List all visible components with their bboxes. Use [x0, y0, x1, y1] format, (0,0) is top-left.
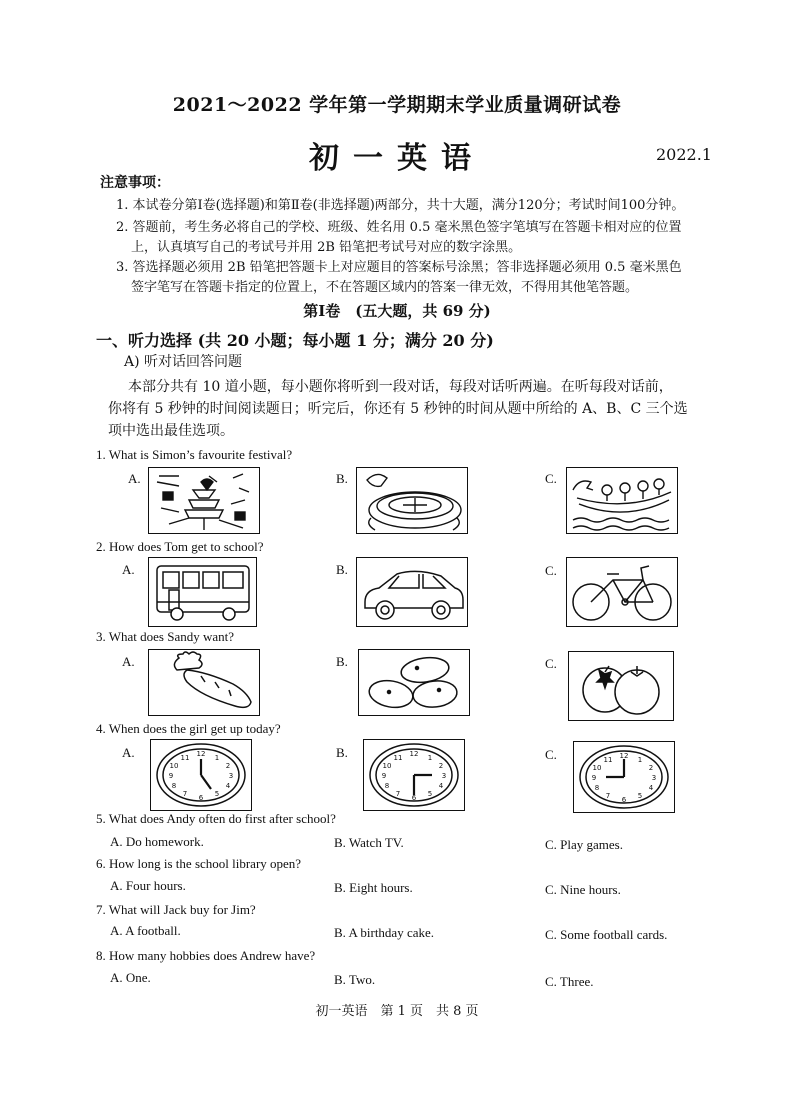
intro-text: 本部分共有 10 道小题，每小题你将听到一段对话，每段对话听两遍。在听每段对话前， [128, 379, 673, 395]
svg-text:4: 4 [648, 784, 654, 792]
option-label: C. [545, 563, 557, 578]
svg-text:6: 6 [621, 796, 627, 804]
option-a: A. A football. [110, 923, 181, 938]
svg-text:9: 9 [591, 774, 597, 782]
svg-text:8: 8 [594, 784, 600, 792]
svg-text:11: 11 [393, 754, 403, 762]
notice-title: 注意事项： [100, 175, 170, 191]
svg-text:6: 6 [198, 794, 204, 802]
option-label: B. [336, 654, 348, 669]
svg-text:12: 12 [196, 750, 206, 758]
svg-text:2: 2 [225, 762, 231, 770]
svg-text:9: 9 [168, 772, 174, 780]
svg-text:3: 3 [651, 774, 657, 782]
svg-text:10: 10 [592, 764, 602, 772]
bus-icon [148, 557, 257, 627]
option-label: A. [122, 654, 135, 669]
notice-item: 3. 答选择题必须用 2B 铅笔把答题卡上对应题目的答案标号涂黑；答非选择题必须用 0.5 毫米黑色 [116, 260, 682, 275]
page-footer: 初一英语 第 1 页 共 8 页 [315, 1004, 479, 1019]
potatoes-icon [358, 649, 470, 716]
svg-text:6: 6 [411, 794, 417, 802]
tomatoes-icon [568, 651, 674, 721]
exam-title: 2021～2022 学年第一学期期末学业质量调研试卷 [172, 94, 622, 116]
svg-text:7: 7 [395, 790, 401, 798]
notice-item: 1. 本试卷分第Ⅰ卷(选择题)和第Ⅱ卷(非选择题)两部分，共十大题，满分120分；考试时间100分钟。 [116, 198, 685, 213]
carrot-icon [148, 649, 260, 716]
option-b: B. Eight hours. [334, 880, 413, 895]
svg-text:1: 1 [214, 754, 220, 762]
option-label: B. [336, 562, 348, 577]
option-label: A. [122, 745, 135, 760]
option-b: B. Two. [334, 972, 376, 987]
svg-text:2: 2 [438, 762, 444, 770]
part-title: 第Ⅰ卷 (五大题，共 69 分) [303, 302, 491, 320]
svg-text:1: 1 [637, 756, 643, 764]
question-4: 4. When does the girl get up today? [96, 721, 281, 736]
spring-festival-icon [148, 467, 260, 534]
exam-date: 2022.1 [656, 145, 712, 164]
svg-text:3: 3 [441, 772, 447, 780]
svg-text:12: 12 [619, 752, 629, 760]
question-8: 8. How many hobbies does Andrew have? [96, 948, 316, 963]
svg-text:10: 10 [382, 762, 392, 770]
svg-text:12: 12 [409, 750, 419, 758]
intro-text: 项中选出最佳选项。 [108, 423, 234, 439]
option-c: C. Some football cards. [545, 927, 668, 942]
option-label: C. [545, 656, 557, 671]
svg-text:5: 5 [427, 790, 433, 798]
mooncake-icon [356, 467, 468, 534]
svg-text:9: 9 [381, 772, 387, 780]
svg-text:3: 3 [228, 772, 234, 780]
section-title: 一、听力选择 (共 20 小题；每小题 1 分；满分 20 分) [96, 331, 494, 350]
option-a: A. Four hours. [110, 878, 186, 893]
option-b: B. Watch TV. [334, 835, 404, 850]
car-icon [356, 557, 468, 627]
svg-text:8: 8 [384, 782, 390, 790]
notice-item: 上，认真填写自己的考试号并用 2B 铅笔把考试号对应的数字涂黑。 [131, 240, 522, 255]
svg-text:11: 11 [603, 756, 613, 764]
clock-icon [573, 741, 675, 813]
option-c: C. Play games. [545, 837, 623, 852]
question-7: 7. What will Jack buy for Jim? [96, 902, 256, 917]
svg-text:5: 5 [214, 790, 220, 798]
option-a: A. One. [110, 970, 151, 985]
option-label: A. [122, 562, 135, 577]
option-b: B. A birthday cake. [334, 925, 435, 940]
option-label: A. [128, 471, 141, 486]
question-5: 5. What does Andy often do first after school? [96, 811, 336, 826]
question-1: 1. What is Simon’s favourite festival? [96, 447, 293, 462]
notice-item: 签字笔写在答题卡指定的位置上，不在答题区域内的答案一律无效，不得用其他笔答题。 [131, 280, 639, 295]
option-label: B. [336, 745, 348, 760]
svg-text:5: 5 [637, 792, 643, 800]
option-a: A. Do homework. [110, 834, 204, 849]
svg-text:10: 10 [169, 762, 179, 770]
subject-title: 初一英语 [309, 141, 485, 176]
bicycle-icon [566, 557, 678, 627]
svg-text:4: 4 [225, 782, 231, 790]
svg-text:8: 8 [171, 782, 177, 790]
intro-text: 你将有 5 秒钟的时间阅读题日；听完后，你还有 5 秒钟的时间从题中所给的 A、B、C 三个选 [108, 401, 688, 417]
clock-icon [150, 739, 252, 811]
clock-icon [363, 739, 465, 811]
dragon-boat-icon [566, 467, 678, 534]
svg-text:2: 2 [648, 764, 654, 772]
notice-item: 2. 答题前，考生务必将自己的学校、班级、姓名用 0.5 毫米黑色签字笔填写在答题卡相对应的位置 [116, 220, 682, 235]
question-6: 6. How long is the school library open? [96, 856, 302, 871]
option-label: C. [545, 747, 557, 762]
svg-text:11: 11 [180, 754, 190, 762]
svg-text:4: 4 [438, 782, 444, 790]
subsection-title: A) 听对话回答问题 [124, 354, 243, 370]
option-label: C. [545, 471, 557, 486]
question-2: 2. How does Tom get to school? [96, 539, 264, 554]
svg-text:1: 1 [427, 754, 433, 762]
option-c: C. Three. [545, 974, 594, 989]
option-label: B. [336, 471, 348, 486]
svg-text:7: 7 [182, 790, 188, 798]
svg-text:7: 7 [605, 792, 611, 800]
option-c: C. Nine hours. [545, 882, 621, 897]
question-3: 3. What does Sandy want? [96, 629, 235, 644]
